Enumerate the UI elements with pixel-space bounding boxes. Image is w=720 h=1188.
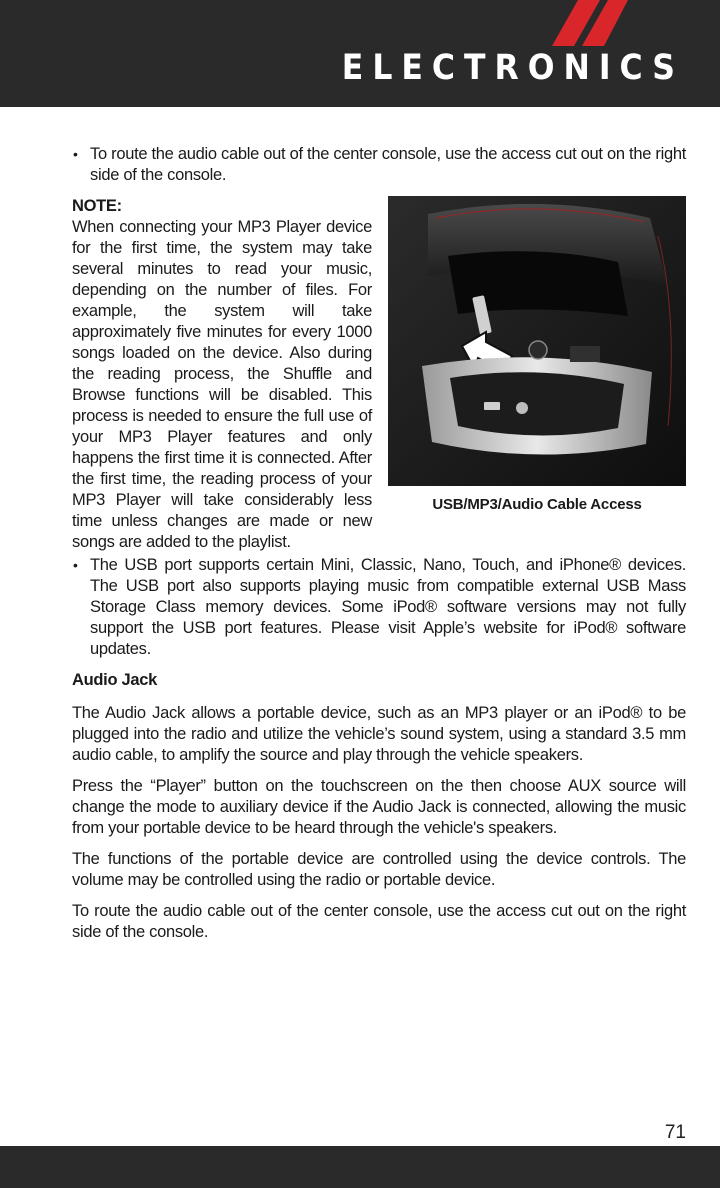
side-panel-switch	[570, 346, 600, 362]
note-text: When connecting your MP3 Player device for the first time, the system may take several minutes to read your music, depending on the number of files. For example, the system will take approximately five minutes for every 1000 songs loaded on the device. Also during the reading process, the Shuffle and Browse functions will be disabled. This process is needed to ensure the full use of your MP3 Player features and only happens the first time it is connected. After the first time, the reading process of your MP3 Player will take considerably less time unless changes are made or new songs are added to the playlist.	[72, 218, 372, 551]
usb-port	[484, 402, 500, 410]
page-header	[0, 0, 720, 107]
bullet-text: The USB port supports certain Mini, Classic, Nano, Touch, and iPhone® devices. The USB port also supports playing music from compatible external USB Mass Storage Class memory devices. Some iPod® software versions may not fully support the USB port features. Please visit Apple’s website for iPod® software updates.	[90, 556, 686, 658]
note-label: NOTE:	[72, 197, 122, 215]
note-and-figure	[72, 196, 686, 553]
bullet-dot: •	[73, 557, 78, 573]
aux-jack	[516, 402, 528, 414]
figure	[388, 196, 686, 553]
bullet-item	[72, 144, 686, 186]
paragraph: The Audio Jack allows a portable device, such as an MP3 player or an iPod® to be plugged into the radio and utilize the vehicle’s sound system, using a standard 3.5 mm audio cable, to amplify the source and play through the vehicle speakers.	[72, 704, 686, 764]
figure-caption: USB/MP3/Audio Cable Access	[432, 496, 642, 513]
main-content	[72, 144, 686, 953]
bullet-item	[72, 555, 686, 660]
power-socket	[529, 341, 547, 359]
paragraph: Press the “Player” button on the touchscreen on the then choose AUX source will change the mode to auxiliary device if the Audio Jack is connected, allowing the music from your portable device to be heard through the vehicle's speakers.	[72, 777, 686, 837]
audio-jack-heading: Audio Jack	[72, 671, 158, 689]
brand-stripes-logo	[528, 0, 628, 46]
section-title: ELECTRONICS	[341, 48, 684, 88]
bullet-text: To route the audio cable out of the center console, use the access cut out on the right side of the console.	[90, 145, 686, 184]
paragraph: The functions of the portable device are controlled using the device controls. The volume may be controlled using the radio or portable device.	[72, 850, 686, 889]
bullet-dot: •	[73, 146, 78, 162]
note-block	[72, 196, 372, 553]
page-number: 71	[664, 1122, 686, 1143]
console-photo	[388, 196, 686, 486]
paragraph: To route the audio cable out of the center console, use the access cut out on the right side of the console.	[72, 902, 686, 941]
tray-inner	[450, 372, 624, 435]
footer-bar	[0, 1146, 720, 1188]
